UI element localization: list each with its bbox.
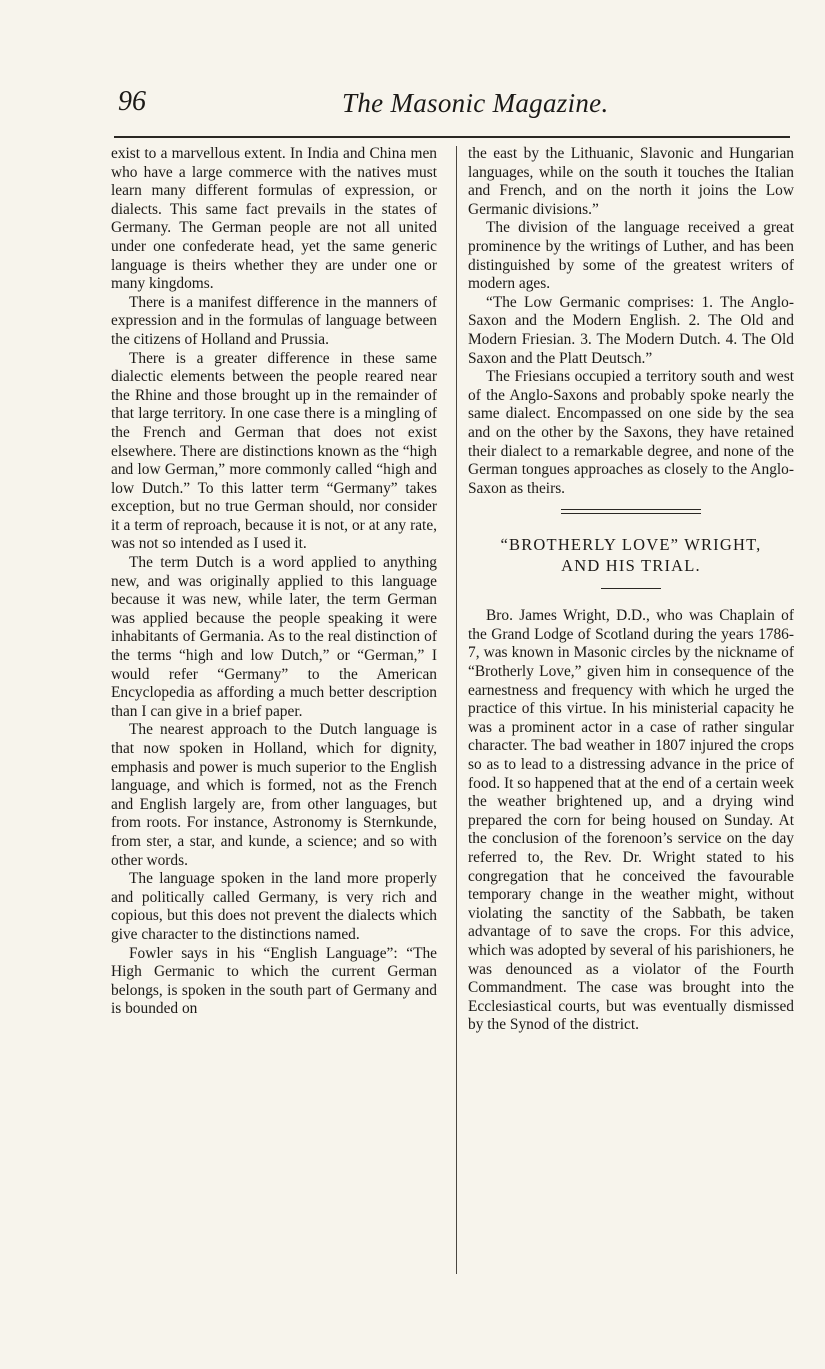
- paragraph: There is a greater difference in these same dialectic elements between the people reared near the Rhine and those brought up in the remainder of that large territory. In one case there is a mingling of the French and German that does not exist elsewhere. There are distinctions known as the “high and low German,” more commonly called “high and low Dutch.” To this latter term “Germany” takes exception, but no true German should, nor consider it a term of reproach, because it is not, or at any rate, was not so intended as I used it.: [111, 349, 437, 553]
- paragraph: the east by the Lithuanic, Slavonic and Hungarian languages, while on the south it touches the Italian and French, and on the north it joins the Low Germanic divisions.”: [468, 145, 794, 218]
- article-title-line-1: “BROTHERLY LOVE” WRIGHT,: [500, 535, 762, 555]
- section-separator: [561, 509, 701, 514]
- paragraph: The term Dutch is a word applied to anything new, and was originally applied to this language because it was new, while later, the term German was applied because the people speaking it were inhabitants of Germania. As to the real distinction of the terms “high and low Dutch,” or “German,” I would refer “Germany” to the American Encyclopedia as affording a much better description than I can give in a brief paper.: [111, 554, 437, 720]
- paragraph: The nearest approach to the Dutch language is that now spoken in Holland, which for dignity, emphasis and power is much superior to the English language, and which is formed, not as the French and English largely are, from other languages, but from roots. For instance, Astronomy is Sternkunde, from ster, a star, and kunde, a science; and so with other words.: [111, 721, 437, 869]
- article-body: Bro. James Wright, D.D., who was Chaplain of the Grand Lodge of Scotland during the years 1786-7, was known in Masonic circles by the nickname of “Brotherly Love,” given him in consequence of the earnestness and frequency with which he urged the practice of this virtue. In his ministerial capacity he was a prominent actor in a case of rather singular character. The bad weather in 1807 injured the crops so as to lead to a distressing advance in the price of food. It so happened that at the end of a certain week the weather brightened up, and a drying wind prepared the corn for being housed on Sunday. At the conclusion of the forenoon’s service on the day referred to, the Rev. Dr. Wright stated to his congregation that he conceived the favourable temporary change in the weather might, without violating the sanctity of the Sabbath, be taken advantage of to save the crops. For this advice, which was adopted by several of his parishioners, he was denounced as a violator of the Fourth Commandment. The case was brought into the Ecclesiastical courts, but was eventually dismissed by the Synod of the district.: [468, 607, 794, 1034]
- header-rule: [114, 136, 790, 138]
- article-title-line-2: AND HIS TRIAL.: [561, 556, 701, 576]
- page-number: 96: [118, 86, 146, 117]
- right-column: [468, 145, 794, 1035]
- paragraph: Fowler says in his “English Language”: “The High Germanic to which the current German belongs, is spoken in the south part of Germany and is bounded on: [111, 944, 437, 1018]
- paragraph: The division of the language received a great prominence by the writings of Luther, and has been distinguished by some of the greatest writers of modern ages.: [468, 219, 794, 293]
- paragraph: There is a manifest difference in the manners of expression and in the formulas of language between the citizens of Holland and Prussia.: [111, 293, 437, 348]
- article-title: [468, 534, 794, 576]
- running-title: The Masonic Magazine.: [342, 88, 609, 118]
- page-header: [112, 84, 792, 124]
- paragraph: “The Low Germanic comprises: 1. The Anglo-Saxon and the Modern English. 2. The Old and Modern Friesian. 3. The Modern Dutch. 4. The Old Saxon and the Platt Deutsch.”: [468, 293, 794, 367]
- paragraph: The language spoken in the land more properly and politically called Germany, is very rich and copious, but this does not prevent the dialects which give character to the distinctions named.: [111, 870, 437, 943]
- title-rule: [601, 588, 661, 589]
- paragraph: exist to a marvellous extent. In India and China men who have a large commerce with the natives must learn many different formulas of expression, or dialects. This same fact prevails in the states of Germany. The German people are not all united under one confederate head, yet the same generic language is theirs whether they are under one or many kingdoms.: [111, 145, 437, 293]
- column-divider: [456, 146, 457, 1274]
- paragraph: The Friesians occupied a territory south and west of the Anglo-Saxons and probably spoke nearly the same dialect. Encompassed on one side by the sea and on the other by the Saxons, they have retained their dialect to a remarkable degree, and none of the German tongues approaches as closely to the Anglo-Saxon as theirs.: [468, 368, 794, 497]
- left-column: [111, 145, 437, 1019]
